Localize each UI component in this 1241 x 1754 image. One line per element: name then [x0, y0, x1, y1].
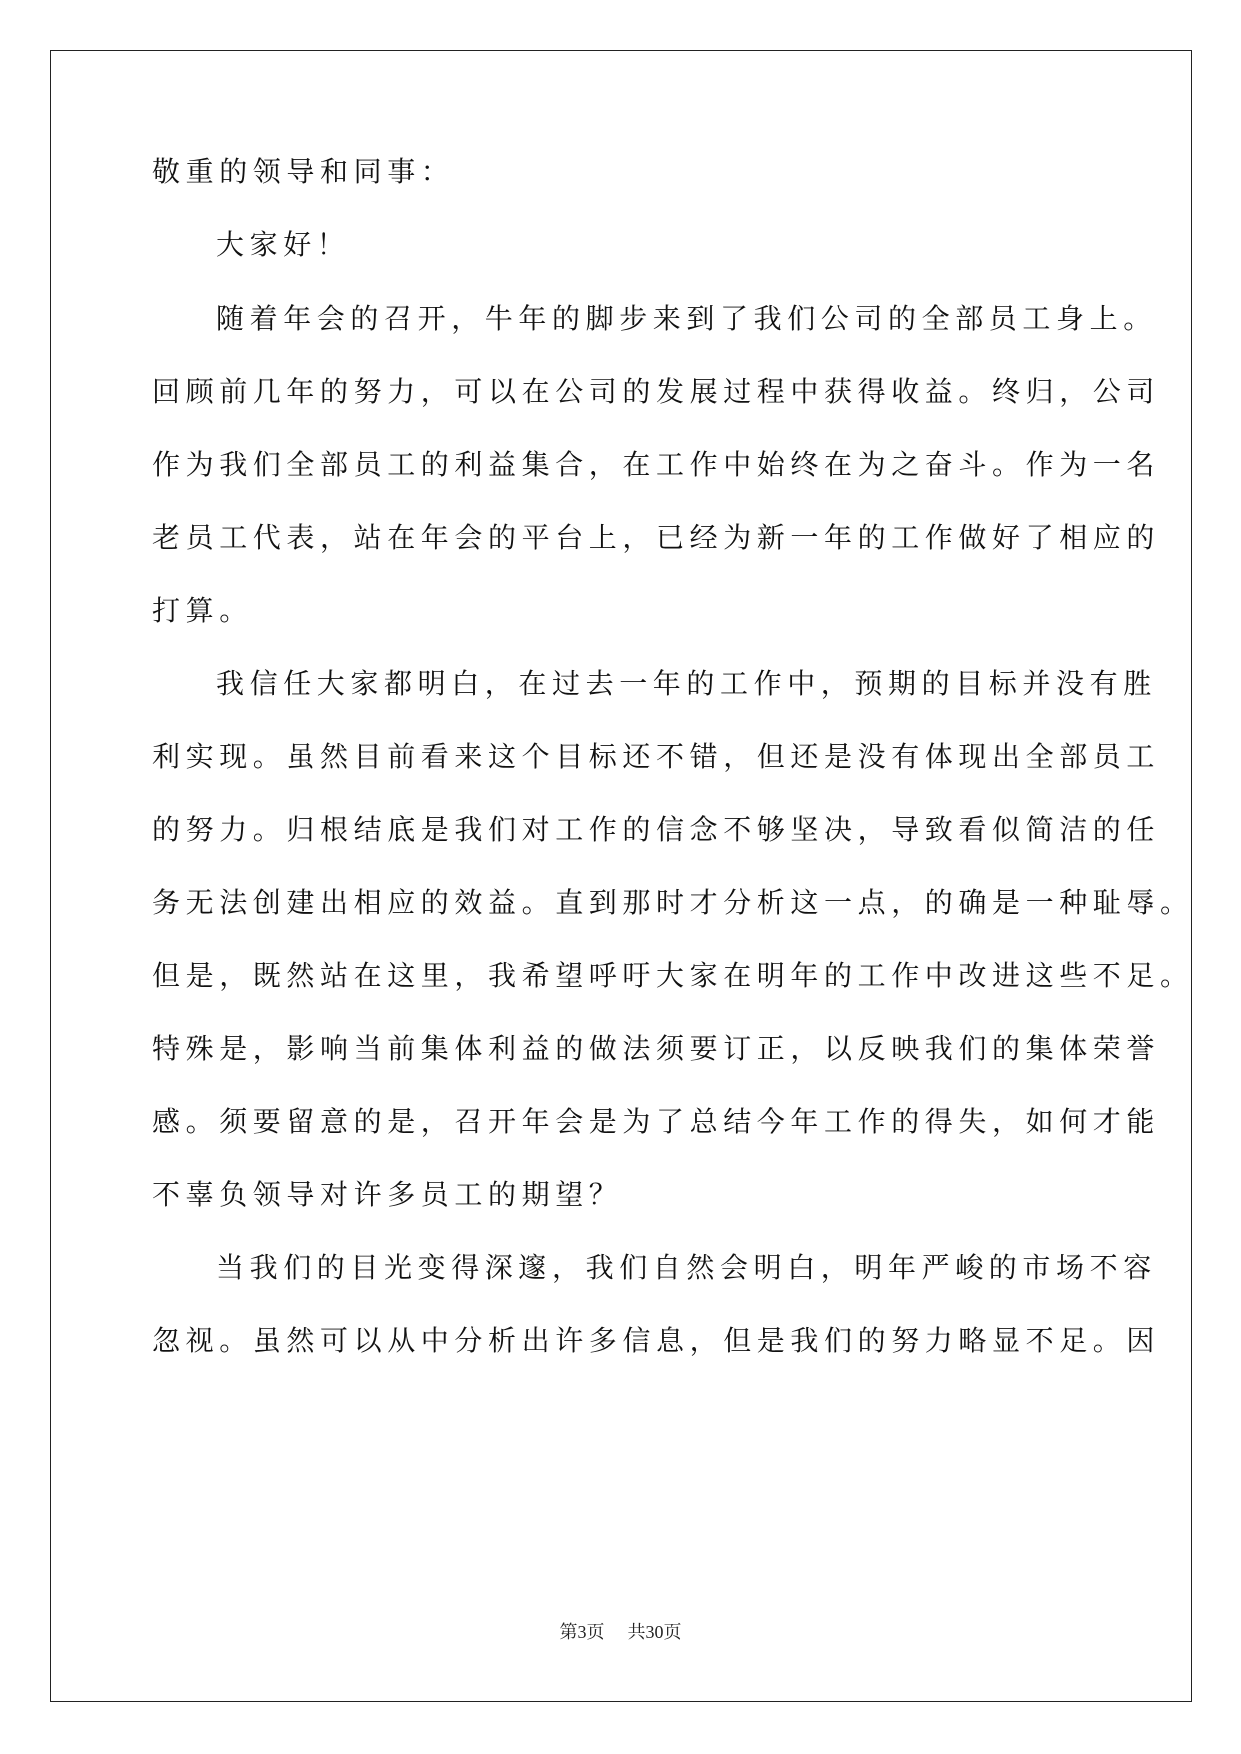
text-line: 随着年会的召开，牛年的脚步来到了我们公司的全部员工身上。 [216, 302, 1157, 335]
text-line: 作为我们全部员工的利益集合，在工作中始终在为之奋斗。作为一名 [152, 448, 1161, 481]
footer-total-prefix: 共 [627, 1622, 646, 1643]
footer-prefix: 第 [559, 1622, 578, 1643]
text-line: 大家好！ [216, 228, 351, 261]
text-line: 感。须要留意的是，召开年会是为了总结今年工作的得失，如何才能 [152, 1105, 1161, 1138]
text-line: 老员工代表，站在年会的平台上，已经为新一年的工作做好了相应的 [152, 521, 1161, 554]
text-line: 忽视。虽然可以从中分析出许多信息，但是我们的努力略显不足。因 [152, 1324, 1161, 1357]
text-line: 我信任大家都明白，在过去一年的工作中，预期的目标并没有胜 [216, 667, 1157, 700]
text-line: 但是，既然站在这里，我希望呼吁大家在明年的工作中改进这些不足。 [152, 959, 1194, 992]
page-border [50, 50, 1192, 1702]
footer-total-unit: 页 [663, 1622, 682, 1643]
text-line: 的努力。归根结底是我们对工作的信念不够坚决，导致看似简洁的任 [152, 813, 1161, 846]
text-line: 利实现。虽然目前看来这个目标还不错，但还是没有体现出全部员工 [152, 740, 1161, 773]
total-pages-number: 30 [645, 1622, 664, 1642]
text-line: 当我们的目光变得深邃，我们自然会明白，明年严峻的市场不容 [216, 1251, 1157, 1284]
footer-page-unit: 页 [586, 1622, 605, 1643]
text-line: 特殊是，影响当前集体利益的做法须要订正，以反映我们的集体荣誉 [152, 1032, 1161, 1065]
current-page-number: 3 [577, 1622, 587, 1642]
text-line: 不辜负领导对许多员工的期望？ [152, 1178, 623, 1211]
text-line: 打算。 [152, 594, 253, 627]
page-footer [0, 1620, 1241, 1645]
text-line: 回顾前几年的努力，可以在公司的发展过程中获得收益。终归，公司 [152, 375, 1161, 408]
text-line: 务无法创建出相应的效益。直到那时才分析这一点，的确是一种耻辱。 [152, 886, 1194, 919]
text-line: 敬重的领导和同事： [152, 155, 455, 188]
